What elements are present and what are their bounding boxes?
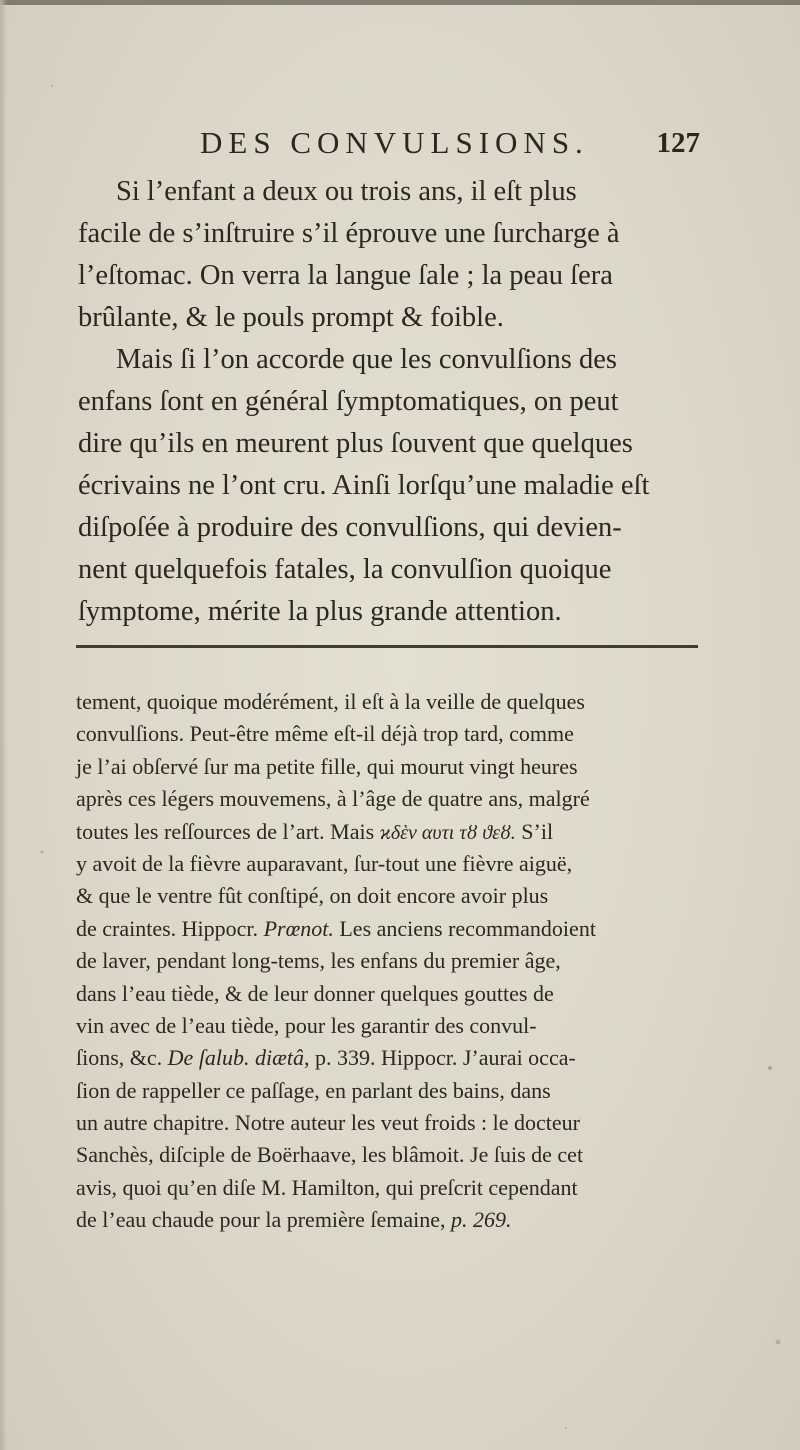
footnote-line-9: de laver, pendant long-tems, les enfans du premier âge, (76, 948, 561, 974)
paper-speck (41, 851, 44, 854)
footnote-line-12 (76, 1042, 706, 1074)
main-line-3: l’eſtomac. On verra la langue ſale ; la peau ſera (78, 260, 613, 291)
footnote-line-10: dans l’eau tiède, & de leur donner quelques gouttes de (76, 980, 554, 1006)
footnote-line-13: ſion de rappeller ce paſſage, en parlant des bains, dans (76, 1077, 551, 1103)
main-line-7: dire qu’ils en meurent plus ſouvent que quelques (78, 428, 633, 459)
paper-speck (565, 1427, 567, 1429)
footnote-separator-rule (76, 645, 698, 648)
footnote-line-8 (76, 913, 706, 945)
citation-page: p. 269. (451, 1207, 512, 1233)
footnote-line-5 (76, 816, 706, 848)
main-line-8: écrivains ne l’ont cru. Ainſi lorſqu’une maladie eſt (78, 470, 650, 501)
footnote-line-12-text-a: ſions, &c. (76, 1045, 168, 1071)
footnote-line-5-text-b: S’il (515, 818, 554, 844)
citation-pronot: Prœnot. (263, 915, 334, 941)
footnote-line-7: & que le ventre fût conſtipé, on doit encore avoir plus (76, 883, 549, 909)
page-top-shadow (0, 0, 800, 5)
footnote-line-3: je l’ai obſervé ſur ma petite fille, qui mourut vingt heures (76, 753, 578, 779)
main-line-1: Si l’enfant a deux ou trois ans, il eſt plus (116, 176, 577, 207)
greek-quotation: ϰδὲν αυτι τȣ ϑεȣ. (379, 821, 516, 844)
footnote-line-1: tement, quoique modérément, il eſt à la veille de quelques (76, 689, 585, 714)
footnote-line-16: avis, quoi qu’en diſe M. Hamilton, qui preſcrit cependant (76, 1174, 578, 1200)
footnote-line-5-text-a: toutes les reſſources de l’art. Mais (76, 818, 380, 844)
footnote-line-17 (76, 1204, 706, 1236)
footnote-block (76, 686, 706, 1237)
footnote-line-6: y avoit de la fièvre auparavant, ſur-tout une fièvre aiguë, (76, 850, 573, 876)
main-line-2: facile de s’inſtruire s’il éprouve une ſurcharge à (78, 218, 620, 249)
footnote-line-15: Sanchès, diſciple de Boërhaave, les blâmoit. Je ſuis de cet (76, 1142, 584, 1168)
main-line-9: diſpoſée à produire des convulſions, qui devien- (78, 512, 622, 543)
footnote-line-17-text: de l’eau chaude pour la première ſemaine, (76, 1207, 452, 1233)
footnote-line-12-text-b: , p. 339. Hippocr. J’aurai occa- (303, 1045, 576, 1071)
main-line-4: brûlante, & le pouls prompt & foible. (78, 302, 504, 333)
footnote-line-4: après ces légers mouvemens, à l’âge de quatre ans, malgré (76, 786, 590, 812)
citation-de-salub: De ſalub. diætâ (167, 1045, 304, 1071)
paper-speck (776, 1340, 781, 1345)
running-head (200, 126, 710, 166)
main-text-block (78, 171, 703, 633)
page-gutter-shadow (0, 0, 7, 1450)
main-line-6: enfans ſont en général ſymptomatiques, on peut (78, 386, 619, 417)
footnote-line-8-text-b: Les anciens recommandoient (333, 915, 596, 941)
footnote-line-8-text-a: de craintes. Hippocr. (76, 915, 264, 941)
paper-speck (51, 85, 53, 87)
main-line-5: Mais ſi l’on accorde que les convulſions des (116, 344, 618, 375)
footnote-line-2: convulſions. Peut-être même eſt-il déjà trop tard, comme (76, 721, 574, 747)
main-line-11: ſymptome, mérite la plus grande attention. (78, 596, 562, 627)
main-line-10: nent quelquefois fatales, la convulſion quoique (78, 554, 612, 585)
running-title: DES CONVULSIONS. (200, 125, 589, 160)
paper-speck (768, 1066, 772, 1070)
page-number: 127 (656, 127, 700, 159)
footnote-line-14: un autre chapitre. Notre auteur les veut froids : le docteur (76, 1110, 580, 1136)
footnote-line-11: vin avec de l’eau tiède, pour les garantir des convul- (76, 1012, 537, 1038)
